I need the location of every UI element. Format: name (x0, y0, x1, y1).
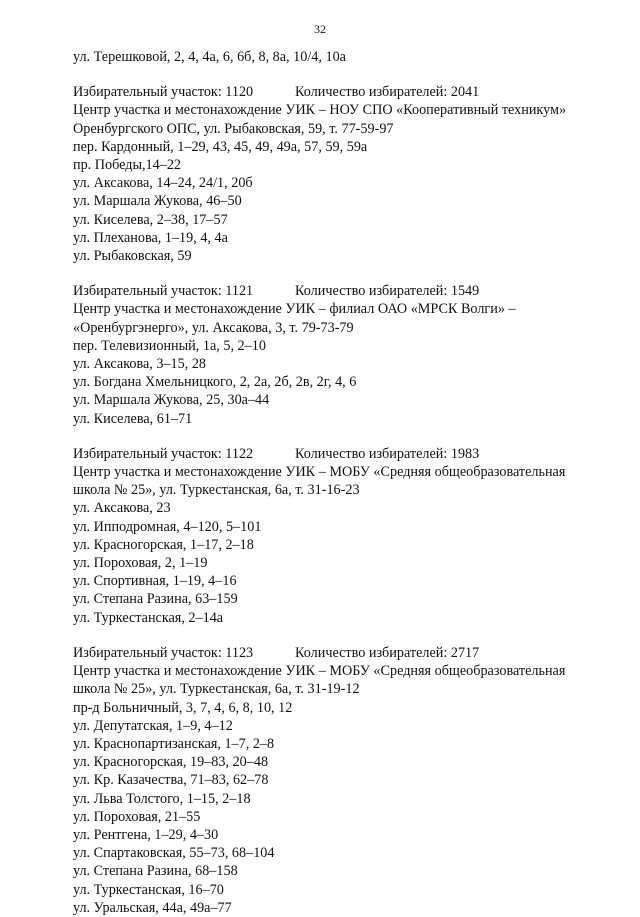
street-line: ул. Плеханова, 1–19, 4, 4а (73, 229, 228, 246)
street-line: пр-д Больничный, 3, 7, 4, 6, 8, 10, 12 (73, 699, 293, 716)
street-line: ул. Аксакова, 14–24, 24/1, 20б (73, 175, 253, 192)
street-line: ул. Красногорская, 19–83, 20–48 (73, 754, 269, 771)
voter-count: Количество избирателей: 1549 (295, 283, 480, 300)
precinct-1121 (73, 282, 618, 428)
precinct-1122 (73, 445, 618, 627)
street-line: ул. Пороховая, 21–55 (73, 808, 201, 825)
precinct-number: Избирательный участок: 1121 (73, 283, 254, 300)
precinct-number: Избирательный участок: 1122 (73, 445, 254, 462)
street-line: ул. Рентгена, 1–29, 4–30 (73, 826, 219, 843)
precinct-header (73, 83, 618, 101)
street-line: ул. Краснопартизанская, 1–7, 2–8 (73, 735, 275, 752)
center-line: школа № 25», ул. Туркестанская, 6а, т. 31-16-23 (73, 482, 360, 499)
intro-street-line: ул. Терешковой, 2, 4, 4а, 6, 6б, 8, 8а, 10/4, 10а (73, 49, 346, 65)
precinct-1123 (73, 644, 618, 917)
street-line: ул. Пороховая, 2, 1–19 (73, 555, 208, 572)
street-line: ул. Богдана Хмельницкого, 2, 2а, 2б, 2в, 2г, 4, 6 (73, 374, 357, 391)
street-line: ул. Степана Разина, 63–159 (73, 591, 238, 608)
document-body (73, 48, 618, 917)
center-line: Центр участка и местонахождение УИК – МОБУ «Средняя общеобразовательная (73, 663, 566, 680)
street-line: ул. Красногорская, 1–17, 2–18 (73, 536, 254, 553)
precinct-number: Избирательный участок: 1123 (73, 644, 254, 661)
street-line: ул. Депутатская, 1–9, 4–12 (73, 717, 233, 734)
street-line: ул. Киселева, 2–38, 17–57 (73, 211, 228, 228)
street-line: ул. Ипподромная, 4–120, 5–101 (73, 518, 262, 535)
street-line: ул. Уральская, 44а, 49а–77 (73, 899, 232, 916)
street-line: ул. Спортивная, 1–19, 4–16 (73, 573, 237, 590)
voter-count: Количество избирателей: 2717 (295, 644, 480, 661)
center-line: Центр участка и местонахождение УИК – филиал ОАО «МРСК Волги» – (73, 301, 516, 318)
street-line: ул. Маршала Жукова, 46–50 (73, 193, 242, 210)
street-line: ул. Степана Разина, 68–158 (73, 863, 238, 880)
street-line: ул. Киселева, 61–71 (73, 410, 193, 427)
voter-count: Количество избирателей: 1983 (295, 445, 480, 462)
precinct-header (73, 445, 618, 463)
precinct-header (73, 644, 618, 662)
center-line: Центр участка и местонахождение УИК – НОУ СПО «Кооперативный техникум» (73, 102, 567, 119)
street-line: ул. Кр. Казачества, 71–83, 62–78 (73, 772, 269, 789)
street-line: ул. Аксакова, 3–15, 28 (73, 356, 207, 373)
street-line: пер. Кардонный, 1–29, 43, 45, 49, 49а, 57, 59, 59а (73, 138, 368, 155)
center-line: школа № 25», ул. Туркестанская, 6а, т. 31-19-12 (73, 681, 360, 698)
street-line: ул. Маршала Жукова, 25, 30а–44 (73, 392, 270, 409)
street-line: пер. Телевизионный, 1а, 5, 2–10 (73, 337, 266, 354)
street-line: ул. Туркестанская, 2–14а (73, 609, 224, 626)
page-number: 32 (314, 22, 326, 36)
precinct-1120 (73, 83, 618, 265)
street-line: ул. Аксакова, 23 (73, 500, 171, 517)
center-line: Центр участка и местонахождение УИК – МОБУ «Средняя общеобразовательная (73, 464, 566, 481)
street-line: ул. Спартаковская, 55–73, 68–104 (73, 845, 275, 862)
center-line: «Оренбургэнерго», ул. Аксакова, 3, т. 79-73-79 (73, 319, 354, 336)
center-line: Оренбургского ОПС, ул. Рыбаковская, 59, т. 77-59-97 (73, 120, 394, 137)
street-line: пр. Победы,14–22 (73, 157, 182, 174)
street-line: ул. Рыбаковская, 59 (73, 248, 192, 265)
precinct-number: Избирательный участок: 1120 (73, 84, 254, 101)
voter-count: Количество избирателей: 2041 (295, 84, 480, 101)
precinct-header (73, 282, 618, 300)
street-line: ул. Туркестанская, 16–70 (73, 881, 224, 898)
street-line: ул. Льва Толстого, 1–15, 2–18 (73, 790, 251, 807)
